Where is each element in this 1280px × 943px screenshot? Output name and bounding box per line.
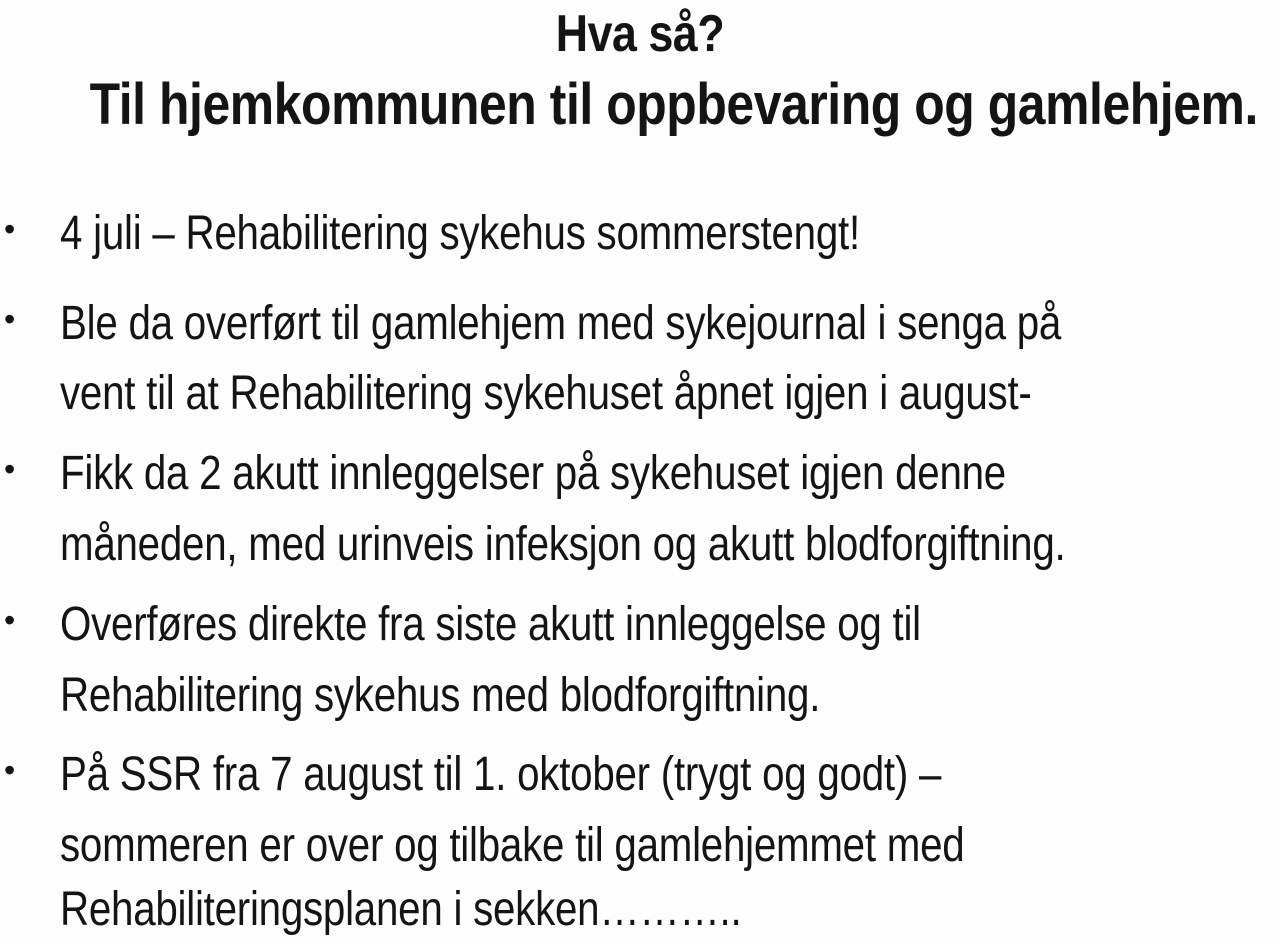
slide-subtitle: Til hjemkommunen til oppbevaring og gamlehjem. [89,72,1258,137]
bullet-line: Fikk da 2 akutt innleggelser på sykehuset igjen denne [60,447,1006,500]
bullet-marker: • [4,602,16,638]
bullet-line: Rehabiliteringsplanen i sekken……….. [60,883,742,936]
bullet-marker: • [4,451,16,487]
bullet-marker: • [4,211,16,247]
bullet-marker: • [4,752,16,788]
bullet-line: vent til at Rehabilitering sykehuset åpnet igjen i august- [60,367,1032,420]
bullet-line: Rehabilitering sykehus med blodforgiftning. [60,669,821,722]
bullet-line: sommeren er over og tilbake til gamlehjemmet med [60,819,965,872]
bullet-line: Overføres direkte fra siste akutt innleggelse og til [60,598,921,651]
bullet-marker: • [4,301,16,337]
bullet-line: Ble da overført til gamlehjem med sykejournal i senga på [60,297,1062,350]
bullet-line: måneden, med urinveis infeksjon og akutt blodforgiftning. [60,518,1066,571]
bullet-line: 4 juli – Rehabilitering sykehus sommerstengt! [60,207,860,260]
bullet-line: På SSR fra 7 august til 1. oktober (trygt og godt) – [60,748,942,801]
slide-title: Hva så? [555,5,725,63]
